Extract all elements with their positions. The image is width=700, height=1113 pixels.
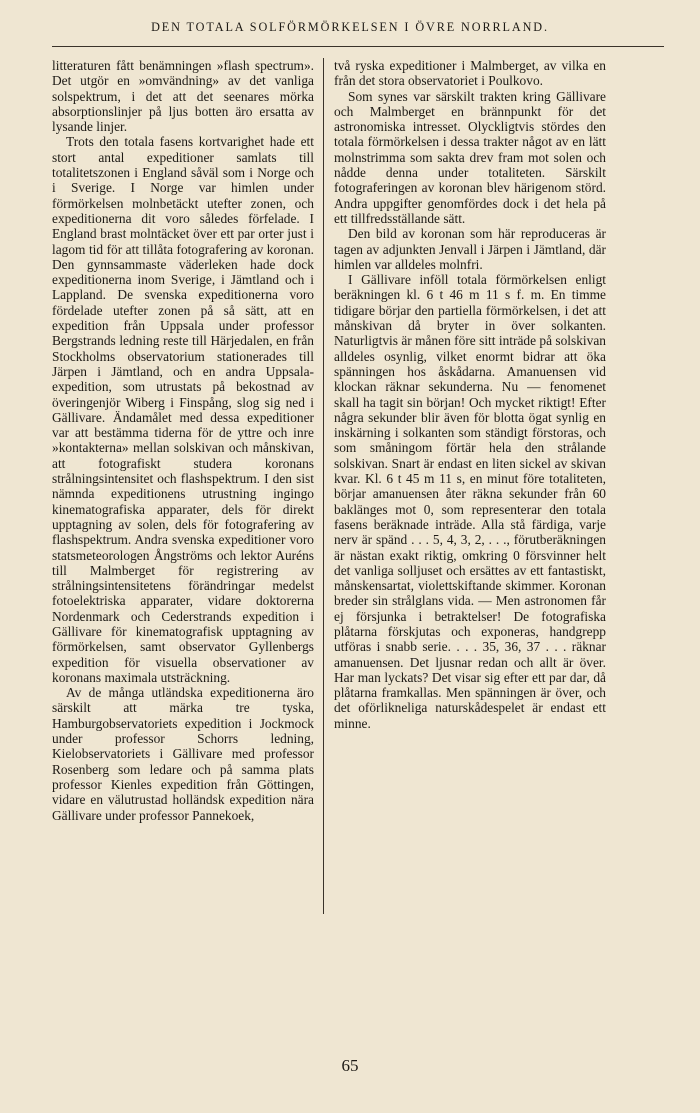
paragraph: två ryska expeditioner i Malmberget, av vilka en från det stora observatoriet i Poulkovo. [334,58,606,89]
paragraph: litteraturen fått benämningen »flash spectrum». Det utgör en »omvändning» av det vanliga solspektrum, i det att det seenares mörka absorptionslinjer på ljus botten äro ersatta av lysande linjer. [52,58,314,135]
paragraph: Av de många utländska expeditionerna äro särskilt att märka tre tyska, Hamburgobservatoriets expedition i Jockmock under professor Schorrs ledning, Kielobservatoriets i Gällivare med professor Rosenberg som ledare och på samma plats professor Kienles expedition från Göttingen, vidare en välutrustad holländsk expedition nära Gällivare under professor Pannekoek, [52,685,314,823]
paragraph: Den bild av koronan som här reproduceras är tagen av adjunkten Jenvall i Järpen i Jämtland, där himlen var alldeles molnfri. [334,226,606,272]
right-column [334,58,606,731]
header-rule [52,46,664,47]
page-number: 65 [341,1056,359,1075]
left-column [52,58,314,823]
paragraph: Trots den totala fasens kortvarighet hade ett stort antal expeditioner samlats till totalitetszonen i England såväl som i Norge och i Sverige. I Norge var himlen under förmörkelsen molnbetäckt utefter zonen, och expeditionerna dit voro således förfelade. I England brast molntäcket över ett par orter just i lagom tid för att tillåta fotografering av koronan. Den gynnsammaste väderleken hade dock expeditionerna inom Sverige, i Jämtland och i Lappland. De svenska expeditionerna voro fördelade utefter zonen på så sätt, att en expedition från Uppsala under professor Bergstrands ledning reste till Härjedalen, en från Stockholms observatorium stationerades till Järpen i Jämtland, och en andra Uppsala-expedition, som utrustats på bekostnad av överingenjör Wiberg i Finspång, slog sig ned i Gällivare. Ändamålet med dessa expeditioner var att bestämma tiderna för de yttre och inre »kontakterna» mellan solskivan och månskivan, att fotografiskt studera koronans strålningsintensitet och flashspektrum. I den sist nämnda expeditionens utrustning ingingo kinematografiska apparater, dels för direkt upptagning av solen, dels för fotografering av flashspektrum. Andra svenska expeditioner voro statsmeteorologen Ångströms och lektor Auréns till Malmberget för registrering av strålningsintensitetens förändringar medelst fotoelektriska apparater, vidare doktorerna Nordenmark och Cederstrands expedition i Gällivare för kinematografisk upptagning av förmörkelsen, samt observator Gyllenbergs expedition för visuella observationer av koronans maximala utsträckning. [52,134,314,685]
running-header: DEN TOTALA SOLFÖRMÖRKELSEN I ÖVRE NORRLAND. [151,20,549,34]
paragraph: I Gällivare inföll totala förmörkelsen enligt beräkningen kl. 6 t 46 m 11 s f. m. En timme tidigare börjar den partiella förmörkelsen, i det att månskivan då bryter in över solkanten. Naturligtvis är månen före sitt inträde på solskivan alldeles osynlig, vilket enormt bidrar att öka spänningen hos åskådarna. Amanuensen vid klockan räknar sekunderna. Nu — fenomenet skall ha tagit sin början! Och mycket riktigt! Efter några sekunder blir även för blotta ögat synlig en inskärning i solkanten som ständigt förstoras, och som småningom förtär hela den strålande solskivan. Snart är endast en liten sickel av skivan kvar. Kl. 6 t 45 m 11 s, en minut före totaliteten, börjar amanuensen åter räkna sekunder från 60 baklänges mot 0, som representerar den totala fasens beräknade inträde. Alla stå färdiga, varje nerv är spänd . . . 5, 4, 3, 2, . . ., förutberäkningen är nästan exakt riktig, omkring 0 försvinner helt det vanliga solljuset och ersättes av ett fantastiskt, månskensartat, violettskiftande skimmer. Koronan breder sin strålglans vida. — Men astronomen får ej försjunka i betraktelser! De fotografiska plåtarna förskjutas och exponeras, handgrepp utföras i snabb serie. . . . 35, 36, 37 . . . räknar amanuensen. Det ljusnar redan och allt är över. Har man lyckats? Det visar sig efter ett par dar, då plåtarna framkallas. Men spänningen är över, och det oförlikneliga naturskådespelet är endast ett minne. [334,272,606,731]
column-divider [323,58,324,914]
paragraph: Som synes var särskilt trakten kring Gällivare och Malmberget en brännpunkt för det astronomiska intresset. Olyckligtvis stördes den totala förmörkelsen i dessa trakter något av en lätt molnstrimma som sakta drev fram mot solen och nådde denna under totaliteten. Särskilt fotograferingen av koronan blev härigenom störd. Andra uppgifter genomfördes dock i det hela på ett tillfredsställande sätt. [334,88,606,226]
